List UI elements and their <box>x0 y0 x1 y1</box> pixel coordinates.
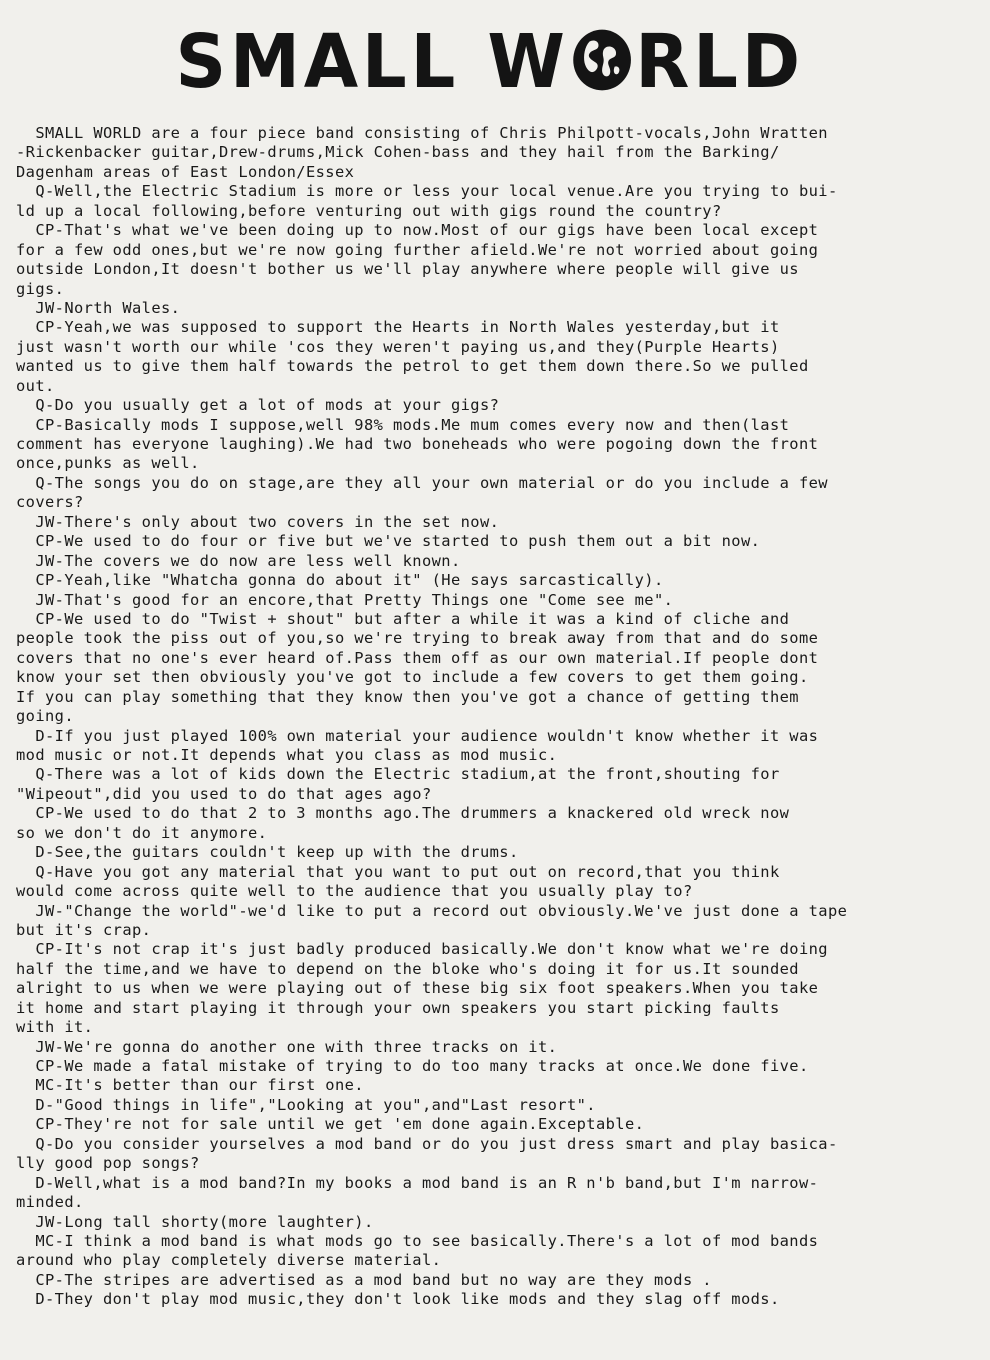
text-line: MC-It's better than our first one. <box>16 1076 364 1095</box>
interview-text <box>16 124 978 1310</box>
text-line: minded. <box>16 1193 84 1212</box>
text-line: half the time,and we have to depend on the bloke who's doing it for us.It sounded <box>16 959 799 978</box>
text-line: for a few odd ones,but we're now going further afield.We're not worried about going <box>16 240 819 259</box>
text-line: Q-The songs you do on stage,are they all your own material or do you include a few <box>16 473 828 492</box>
text-line: ld up a local following,before venturing out with gigs round the country? <box>16 201 722 220</box>
text-line: -Rickenbacker guitar,Drew-drums,Mick Cohen-bass and they hail from the Barking/ <box>16 143 780 162</box>
masthead-title-start: SMALL W <box>175 19 570 105</box>
masthead-title-end: RLD <box>635 19 805 105</box>
text-line: CP-We used to do "Twist + shout" but after a while it was a kind of cliche and <box>16 609 790 628</box>
text-line: once,punks as well. <box>16 454 200 473</box>
text-line: CP-It's not crap it's just badly produced basically.We don't know what we're doing <box>16 940 828 959</box>
text-line: D-See,the guitars couldn't keep up with the drums. <box>16 843 519 862</box>
text-line: CP-That's what we've been doing up to now.Most of our gigs have been local except <box>16 221 819 240</box>
text-line: comment has everyone laughing).We had two boneheads who were pogoing down the front <box>16 435 819 453</box>
text-line: CP-The stripes are advertised as a mod band but no way are they mods . <box>16 1270 712 1289</box>
text-line: If you can play something that they know then you've got a chance of getting them <box>16 687 799 706</box>
text-line: Q-Do you consider yourselves a mod band or do you just dress smart and play basica- <box>16 1134 838 1153</box>
text-line: JW-North Wales. <box>16 298 181 317</box>
text-line: mod music or not.It depends what you class as mod music. <box>16 746 558 764</box>
text-line: with it. <box>16 1018 94 1037</box>
text-line: CP-Yeah,we was supposed to support the Hearts in North Wales yesterday,but it <box>16 318 780 337</box>
text-line: CP-We made a fatal mistake of trying to do too many tracks at once.We done five. <box>16 1057 809 1075</box>
text-line: covers? <box>16 493 84 512</box>
text-line: wanted us to give them half towards the petrol to get them down there.So we pulled <box>16 357 809 376</box>
text-line: MC-I think a mod band is what mods go to see basically.There's a lot of mod bands <box>16 1231 819 1250</box>
text-line: but it's crap. <box>16 920 152 939</box>
masthead-title <box>176 19 804 105</box>
text-line: "Wipeout",did you used to do that ages ago? <box>16 784 432 803</box>
text-line: JW-Long tall shorty(more laughter). <box>16 1212 374 1231</box>
text-line: CP-They're not for sale until we get 'em done again.Exceptable. <box>16 1115 645 1134</box>
globe-icon <box>571 27 634 93</box>
text-line: JW-We're gonna do another one with three tracks on it. <box>16 1037 558 1056</box>
masthead <box>140 14 840 110</box>
text-line: around who play completely diverse material. <box>16 1251 442 1270</box>
text-line: going. <box>16 707 74 726</box>
text-line: D-If you just played 100% own material your audience wouldn't know whether it was <box>16 726 819 745</box>
text-line: SMALL WORLD are a four piece band consisting of Chris Philpott-vocals,John Wratten <box>16 124 828 142</box>
text-line: Dagenham areas of East London/Essex <box>16 162 355 181</box>
text-line: so we don't do it anymore. <box>16 823 268 842</box>
text-line: JW-The covers we do now are less well known. <box>16 551 461 570</box>
text-line: CP-We used to do that 2 to 3 months ago.The drummers a knackered old wreck now <box>16 804 790 823</box>
text-line: would come across quite well to the audience that you usually play to? <box>16 882 693 901</box>
text-line: JW-"Change the world"-we'd like to put a record out obviously.We've just done a tape <box>16 901 848 920</box>
text-line: Q-Well,the Electric Stadium is more or less your local venue.Are you trying to bui- <box>16 182 838 201</box>
text-line: lly good pop songs? <box>16 1154 200 1173</box>
text-line: CP-We used to do four or five but we've started to push them out a bit now. <box>16 532 761 551</box>
text-line: Q-Have you got any material that you want to put out on record,that you think <box>16 862 780 881</box>
text-line: outside London,It doesn't bother us we'll play anywhere where people will give us <box>16 260 799 279</box>
text-line: JW-That's good for an encore,that Pretty Things one "Come see me". <box>16 590 674 609</box>
text-line: D-Well,what is a mod band?In my books a mod band is an R n'b band,but I'm narrow- <box>16 1173 819 1192</box>
text-line: Q-Do you usually get a lot of mods at your gigs? <box>16 396 500 415</box>
text-line: CP-Yeah,like "Whatcha gonna do about it" (He says sarcastically). <box>16 571 664 590</box>
text-line: alright to us when we were playing out of these big six foot speakers.When you take <box>16 979 819 998</box>
text-line: gigs. <box>16 279 65 298</box>
text-line: just wasn't worth our while 'cos they weren't paying us,and they(Purple Hearts) <box>16 337 780 356</box>
text-line: out. <box>16 376 55 395</box>
text-line: D-"Good things in life","Looking at you",and"Last resort". <box>16 1095 596 1114</box>
text-line: covers that no one's ever heard of.Pass them off as our own material.If people dont <box>16 648 819 667</box>
text-line: CP-Basically mods I suppose,well 98% mods.Me mum comes every now and then(last <box>16 415 790 434</box>
text-line: people took the piss out of you,so we're trying to break away from that and do some <box>16 629 819 648</box>
text-line: JW-There's only about two covers in the set now. <box>16 512 500 531</box>
text-line: D-They don't play mod music,they don't look like mods and they slag off mods. <box>16 1290 780 1309</box>
text-line: know your set then obviously you've got to include a few covers to get them going. <box>16 668 809 687</box>
text-line: Q-There was a lot of kids down the Electric stadium,at the front,shouting for <box>16 765 780 784</box>
text-line: it home and start playing it through your own speakers you start picking faults <box>16 998 780 1017</box>
